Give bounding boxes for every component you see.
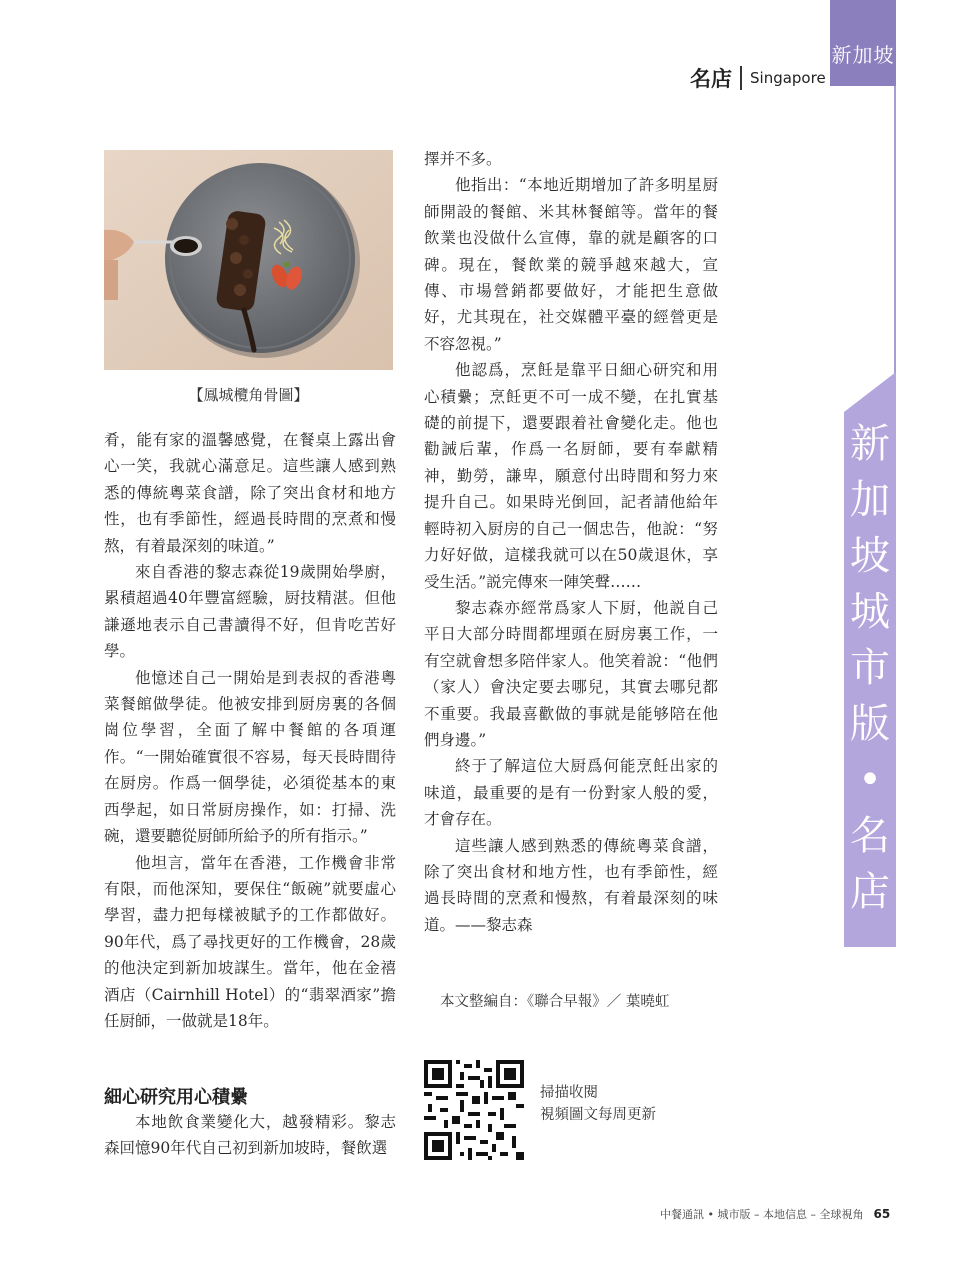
source-credit: 本文整編自：《聯合早報》／ 葉曉虹 [440, 994, 670, 1010]
paragraph: 擇并不多。 [424, 150, 502, 168]
qr-line-1: 掃描收閱 [540, 1085, 598, 1101]
dish-photo [104, 150, 393, 370]
photo-caption: 【鳳城欖角骨圖】 [188, 386, 309, 404]
paragraph: 他憶述自己一開始是到表叔的香港粵菜餐館做學徒。他被安排到厨房裏的各個崗位學習，全面了解中餐館的各項運作。“一開始確實很不容易，每天長時間待在厨房。作爲一個學徒，必須從基本的東西學起，如日常厨房操作，如：打掃、洗碗，還要聽從厨師所給予的所有指示。” [104, 668, 396, 846]
page-footer [660, 1206, 890, 1222]
section-title-zh: 名店 [690, 67, 732, 91]
banner-char: 加 [850, 477, 890, 523]
paragraph: 來自香港的黎志森從19歲開始學廚，累積超過40年豐富經驗，厨技精湛。但他謙遜地表示自己書讀得不好，但肯吃苦好學。 [104, 563, 396, 661]
page-number: 65 [873, 1207, 891, 1221]
footer-text: 中餐通訊 • 城市版 – 本地信息 – 全球視角 [660, 1208, 864, 1221]
article-right-column [424, 146, 718, 938]
region-tab-label: 新加坡 [831, 43, 895, 67]
banner-char: • [858, 757, 882, 803]
qr-code[interactable] [424, 1060, 524, 1160]
banner-char: 新 [850, 421, 890, 467]
subheading: 細心研究用心積纍 [104, 1087, 248, 1108]
article-left-column-bottom [104, 1109, 396, 1162]
banner-char: 名 [850, 813, 890, 859]
paragraph: 終于了解這位大厨爲何能烹飪出家的味道，最重要的是有一份對家人般的愛，才會存在。 [424, 757, 718, 829]
side-banner-text [844, 416, 896, 920]
paragraph: 本地飲食業變化大，越發精彩。黎志森回憶90年代自己初到新加坡時，餐飲選 [104, 1113, 396, 1158]
banner-char: 店 [850, 869, 890, 915]
paragraph: 這些讓人感到熟悉的傳統粵菜食譜，除了突出食材和地方性，也有季節性，經過長時間的烹煮和慢熬，有着最深刻的味道。——黎志森 [424, 836, 718, 934]
region-tab [830, 0, 896, 86]
paragraph: 他認爲，烹飪是靠平日細心研究和用心積纍；烹飪更不可一成不變，在扎實基礎的前提下，還要跟着社會變化走。他也勸誡后輩，作爲一名厨師，要有奉獻精神，勤勞，謙卑，願意付出時間和努力來提升自己。如果時光倒回，記者請他給年輕時初入厨房的自己一個忠告，他說：“努力好好做，這樣我就可以在50歲退休，享受生活。”説完傳來一陣笑聲…… [424, 361, 718, 591]
qr-description [540, 1082, 656, 1126]
paragraph: 肴，能有家的溫馨感覺，在餐桌上露出會心一笑，我就心滿意足。這些讓人感到熟悉的傳統粵菜食譜，除了突出食材和地方性，也有季節性，經過長時間的烹煮和慢熬，有着最深刻的味道。” [104, 431, 396, 555]
paragraph: 黎志森亦經常爲家人下厨，他説自己平日大部分時間都埋頭在厨房裏工作，一有空就會想多陪伴家人。他笑着說：“他們（家人）會決定要去哪兒，其實去哪兒都不重要。我最喜歡做的事就是能够陪在他們身邊。” [424, 598, 718, 749]
banner-char: 城 [850, 589, 890, 635]
banner-char: 市 [850, 645, 890, 691]
banner-char: 坡 [850, 533, 890, 579]
section-title-en: Singapore [750, 69, 826, 87]
header-divider [740, 66, 742, 90]
paragraph: 他坦言，當年在香港，工作機會非常有限，而他深知，要保住“飯碗”就要虛心學習，盡力把每樣被賦予的工作都做好。90年代，爲了尋找更好的工作機會，28歲的他決定到新加坡謀生。當年，他在金禧酒店（Cairnhill Hotel）的“翡翠酒家”擔任厨師，一做就是18年。 [104, 853, 396, 1030]
section-header [690, 64, 826, 92]
qr-line-2: 視頻圖文每周更新 [540, 1107, 656, 1123]
banner-char: 版 [850, 701, 890, 747]
paragraph: 他指出：“本地近期增加了許多明星厨師開設的餐館、米其林餐館等。當年的餐飲業也没做什么宣傳，靠的就是顧客的口碑。現在，餐飲業的競爭越來越大，宣傳、市場營銷都要做好，才能把生意做好，尤其現在，社交媒體平臺的經營更是不容忽視。” [424, 176, 718, 353]
side-accent-line [894, 86, 896, 376]
article-left-column [104, 427, 396, 1034]
side-banner [844, 372, 896, 947]
